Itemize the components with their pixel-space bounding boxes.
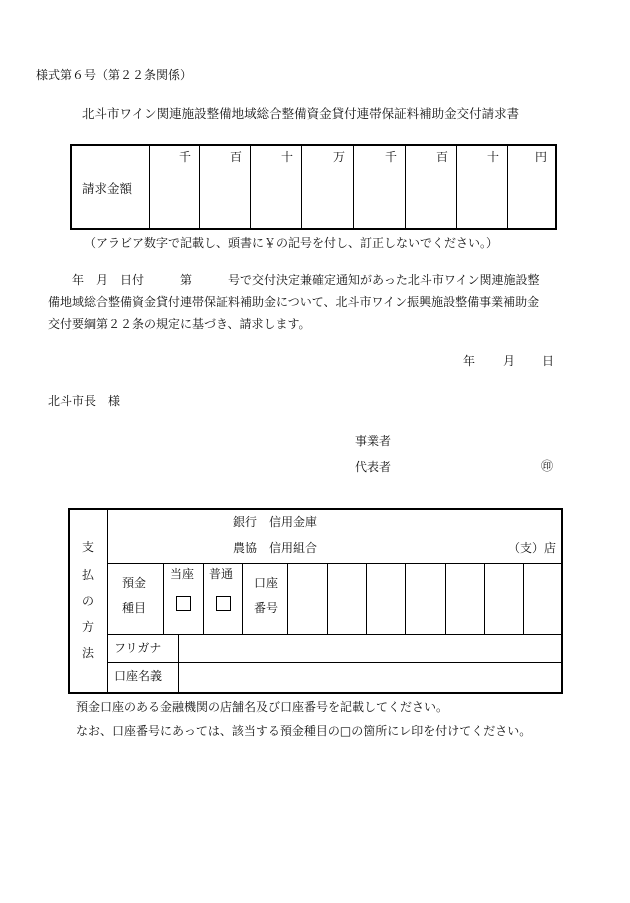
account-name-label: 口座名義 bbox=[114, 669, 163, 683]
amount-unit: 千 bbox=[384, 150, 397, 164]
payment-side-label: 支 bbox=[82, 540, 95, 554]
amount-note: （アラビア数字で記載し、頭書に￥の記号を付し、訂正しないでください。） bbox=[84, 236, 499, 250]
addressee: 北斗市長 様 bbox=[48, 394, 121, 408]
footnote-1: 預金口座のある金融機関の店舗名及び口座番号を記載してください。 bbox=[76, 700, 449, 714]
account-number-label: 口座 bbox=[254, 576, 279, 590]
amount-table bbox=[70, 144, 557, 230]
body-line-1: 年 月 日付 第 号で交付決定兼確定通知があった北斗市ワイン関連施設整 bbox=[72, 273, 540, 287]
body-line-3: 交付要綱第２２条の規定に基づき、請求します。 bbox=[48, 317, 311, 331]
amount-digit-cell[interactable] bbox=[302, 146, 354, 228]
amount-unit: 千 bbox=[178, 150, 191, 164]
account-number-digit[interactable] bbox=[406, 564, 444, 633]
deposit-type-label: 預金 bbox=[122, 576, 147, 590]
amount-digit-cell[interactable] bbox=[508, 146, 555, 228]
amount-unit: 円 bbox=[534, 150, 547, 164]
business-label: 事業者 bbox=[355, 434, 392, 448]
payment-side-label: 払 bbox=[82, 568, 95, 582]
amount-digit-cell[interactable] bbox=[251, 146, 302, 228]
payment-side-label: の bbox=[82, 594, 95, 608]
amount-digit-cell[interactable] bbox=[200, 146, 251, 228]
body-line-2: 備地域総合整備資金貸付連帯保証料補助金について、北斗市ワイン振興施設整備事業補助金 bbox=[48, 295, 540, 309]
current-account-label: 当座 bbox=[170, 567, 195, 581]
amount-label: 請求金額 bbox=[82, 181, 133, 196]
furigana-label: フリガナ bbox=[114, 641, 162, 655]
footnote-2: なお、口座番号にあっては、該当する預金種目の□の箇所にレ印を付けてください。 bbox=[76, 724, 532, 738]
amount-digit-cell[interactable] bbox=[457, 146, 508, 228]
amount-digit-cell[interactable] bbox=[406, 146, 457, 228]
account-number-digit[interactable] bbox=[446, 564, 483, 633]
payment-side-label: 方 bbox=[82, 620, 95, 634]
representative-label: 代表者 bbox=[355, 460, 392, 474]
ordinary-account-label: 普通 bbox=[209, 567, 234, 581]
current-account-checkbox[interactable] bbox=[176, 596, 191, 611]
account-number-digit[interactable] bbox=[328, 564, 365, 633]
account-number-digit[interactable] bbox=[524, 564, 561, 633]
account-number-label: 番号 bbox=[254, 601, 279, 615]
account-name-field[interactable] bbox=[179, 663, 561, 692]
amount-digit-cell[interactable] bbox=[149, 146, 200, 228]
date-day: 日 bbox=[542, 354, 555, 368]
amount-unit: 十 bbox=[486, 150, 499, 164]
bank-type-line-2: 農協 信用組合 bbox=[233, 541, 318, 555]
account-number-digit[interactable] bbox=[485, 564, 522, 633]
amount-unit: 百 bbox=[229, 150, 242, 164]
document-title: 北斗市ワイン関連施設整備地域総合整備資金貸付連帯保証料補助金交付請求書 bbox=[82, 106, 520, 121]
payment-side-label: 法 bbox=[82, 646, 95, 660]
amount-unit: 百 bbox=[435, 150, 448, 164]
amount-label-cell bbox=[72, 146, 150, 228]
payment-table bbox=[68, 508, 563, 694]
amount-digit-cell[interactable] bbox=[354, 146, 406, 228]
deposit-type-label: 種目 bbox=[122, 601, 147, 615]
bank-type-line-1: 銀行 信用金庫 bbox=[233, 515, 318, 529]
date-month: 月 bbox=[503, 354, 516, 368]
amount-unit: 十 bbox=[280, 150, 293, 164]
form-number: 様式第６号（第２２条関係） bbox=[36, 68, 193, 82]
furigana-field[interactable] bbox=[179, 635, 561, 661]
amount-unit: 万 bbox=[332, 150, 345, 164]
date-year: 年 bbox=[463, 354, 476, 368]
account-number-digit[interactable] bbox=[367, 564, 404, 633]
ordinary-account-checkbox[interactable] bbox=[216, 596, 231, 611]
branch-label: （支）店 bbox=[508, 541, 557, 555]
account-number-digit[interactable] bbox=[288, 564, 326, 633]
seal-mark: ㊞ bbox=[541, 459, 554, 473]
